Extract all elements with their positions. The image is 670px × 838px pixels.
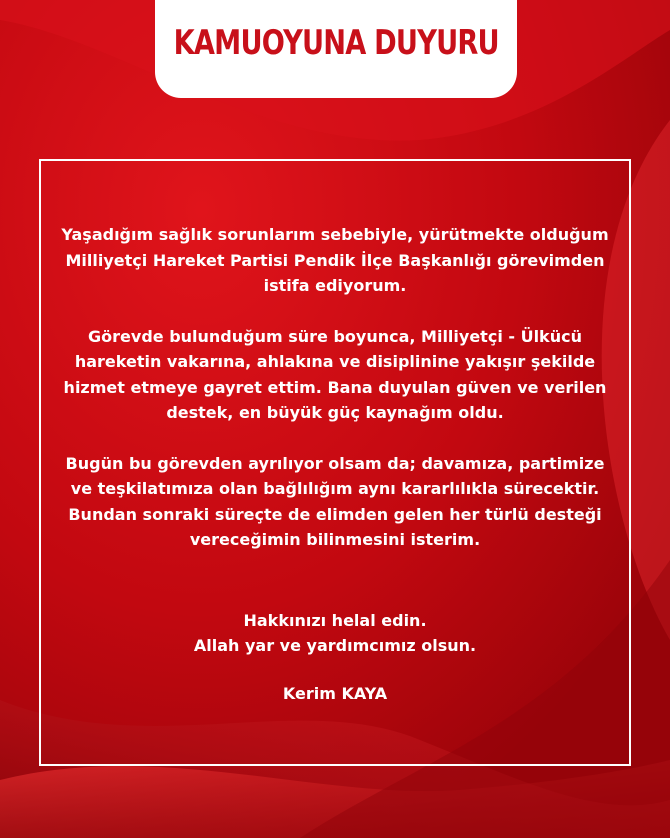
text-line: hareketin vakarına, ahlakına ve disiplinine yakışır şekilde <box>74 352 596 371</box>
closing-line: Hakkınızı helal edin. <box>243 610 427 630</box>
text-line: ve teşkilatımıza olan bağlılığım aynı kararlılıkla sürecektir. <box>70 479 600 498</box>
text-line: istifa ediyorum. <box>263 276 407 295</box>
paragraph-1 <box>39 222 631 299</box>
text-line: hizmet etmeye gayret ettim. Bana duyulan güven ve verilen <box>63 377 607 397</box>
text-line: destek, en büyük güç kaynağım oldu. <box>166 403 504 422</box>
paragraph-3 <box>39 451 631 553</box>
text-line: Bugün bu görevden ayrılıyor olsam da; davamıza, partimize <box>65 453 605 473</box>
text-line: vereceğimin bilinmesini isterim. <box>189 530 481 549</box>
closing-lines <box>39 608 631 707</box>
text-line: Milliyetçi Hareket Partisi Pendik İlçe Başkanlığı görevimden <box>65 250 605 270</box>
page-title: KAMUOYUNA DUYURU <box>173 23 499 63</box>
text-line: Bundan sonraki süreçte de elimden gelen her türlü desteği <box>68 504 602 524</box>
text-line: Görevde bulunduğum süre boyunca, Milliyetçi - Ülkücü <box>88 326 582 346</box>
signature: Kerim KAYA <box>282 683 388 703</box>
closing-line: Allah yar ve yardımcımız olsun. <box>193 636 477 655</box>
announcement-body <box>39 222 631 706</box>
paragraph-2 <box>39 324 631 426</box>
text-line: Yaşadığım sağlık sorunlarım sebebiyle, yürütmekte olduğum <box>61 225 609 244</box>
title-banner <box>155 0 517 98</box>
